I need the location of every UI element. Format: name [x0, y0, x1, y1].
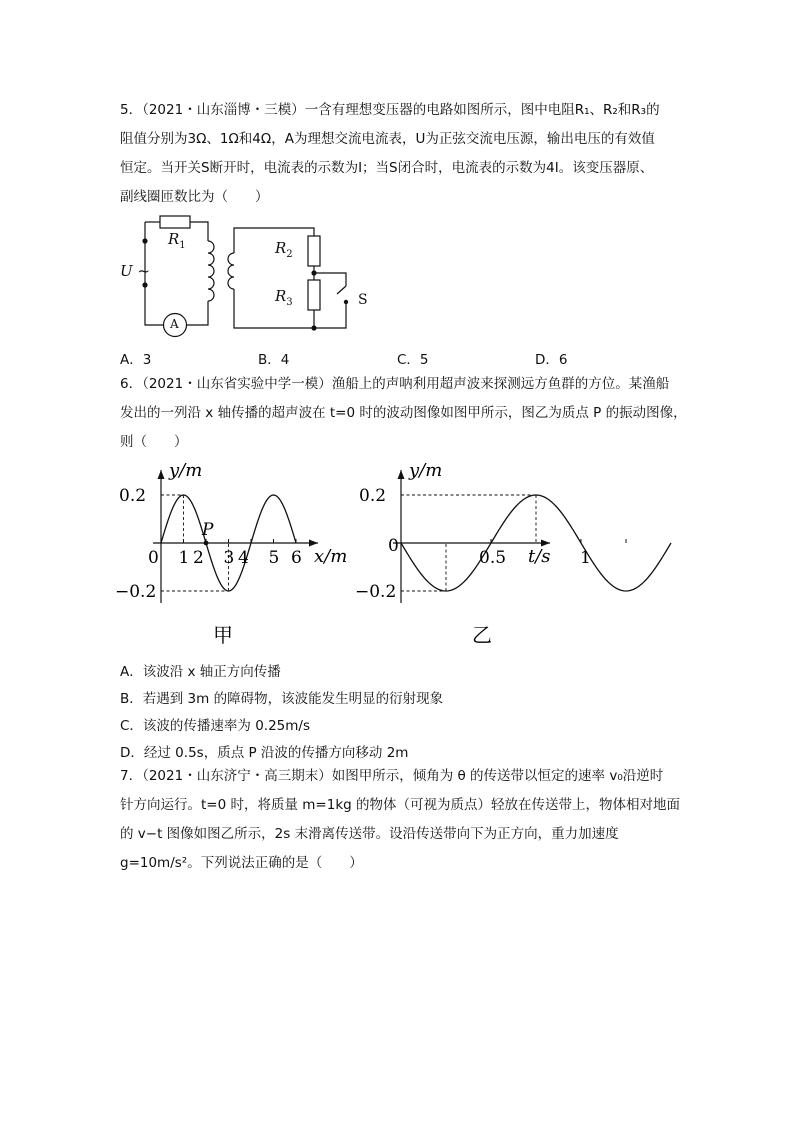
question-6: [120, 370, 700, 457]
q6-option-b[interactable]: B．若遇到 3m 的障碍物，该波能发生明显的衍射现象: [120, 691, 444, 707]
vibration-chart-ytick-label: −0.2: [355, 582, 397, 602]
vibration-chart-series-line: [401, 495, 671, 591]
wave-chart-xtick-label: 5: [268, 548, 280, 568]
wave-chart-xtick-label: 6: [291, 548, 302, 568]
r2-label: $R_2$: [275, 239, 293, 260]
question-7: [120, 762, 700, 878]
question-5-line-4: 副线圈匝数比为（ ）: [120, 189, 269, 205]
wave-chart-ylabel: y/m: [169, 460, 203, 481]
wave-chart-caption: 甲: [213, 623, 233, 647]
vibration-chart-x-arrow: [541, 540, 550, 547]
wave-chart-ytick-label: −0.2: [115, 582, 157, 602]
question-7-line-2: 针方向运行。t=0 时，将质量 m=1kg 的物体（可视为质点）轻放在传送带上，物体相对地面: [120, 797, 681, 813]
question-5-line-3: 恒定。当开关S断开时，电流表的示数为I；当S闭合时，电流表的示数为4I。该变压器原、: [120, 160, 654, 176]
q6-option-c[interactable]: C．该波的传播速率为 0.25m/s: [120, 718, 311, 734]
vibration-chart-xtick-label: 1: [580, 548, 591, 568]
question-5-line-1: 5．（2021・山东淄博・三模）一含有理想变压器的电路如图所示，图中电阻R₁、R₂和R₃的: [120, 102, 660, 118]
r3-label: $R_3$: [275, 287, 293, 308]
q5-option-d[interactable]: D．6: [535, 352, 568, 368]
vibration-chart-caption: 乙: [472, 623, 492, 647]
question-6-line-1: 6．（2021・山东省实验中学一模）渔船上的声呐利用超声波来探测远方鱼群的方位。某渔船: [120, 376, 670, 392]
ammeter-label: A: [170, 317, 179, 331]
vibration-chart-xtick-label: 0: [388, 536, 399, 556]
wave-chart-annotation-p: P: [202, 520, 214, 540]
source-label: U ~: [120, 262, 150, 280]
question-6-line-2: 发出的一列沿 x 轴传播的超声波在 t=0 时的波动图像如图甲所示，图乙为质点 P 的振动图像，: [120, 405, 687, 421]
wave-chart-xtick-label: 4: [238, 548, 249, 568]
wave-chart-x-arrow: [309, 540, 318, 547]
wave-chart-xtick-label: 3: [223, 548, 235, 568]
vibration-chart-ytick-label: 0.2: [359, 486, 387, 506]
q6-option-d[interactable]: D．经过 0.5s，质点 P 沿波的传播方向移动 2m: [120, 745, 409, 761]
wave-chart-xtick-label: 0: [148, 548, 159, 568]
q5-option-a[interactable]: A．3: [120, 352, 152, 368]
vibration-chart-y-arrow: [398, 470, 405, 479]
vibration-chart-xlabel: t/s: [528, 546, 551, 567]
wave-chart-xlabel: x/m: [314, 546, 348, 567]
q5-option-b[interactable]: B．4: [258, 352, 290, 368]
wave-chart-series-line: [161, 495, 296, 591]
question-7-line-1: 7．（2021・山东济宁・高三期末）如图甲所示，倾角为 θ 的传送带以恒定的速率 v₀沿逆时: [120, 768, 664, 784]
question-7-line-3: 的 v−t 图像如图乙所示，2s 末滑离传送带。设沿传送带向下为正方向，重力加速度: [120, 826, 619, 842]
vibration-chart-xtick-label: 0.5: [479, 548, 507, 568]
question-6-line-3: 则（ ）: [120, 434, 188, 450]
question-7-line-4: g=10m/s²。下列说法正确的是（ ）: [120, 855, 363, 871]
q6-option-a[interactable]: A．该波沿 x 轴正方向传播: [120, 664, 281, 680]
vibration-chart-ylabel: y/m: [409, 460, 443, 481]
question-5-line-2: 阻值分别为3Ω、1Ω和4Ω，A为理想交流电流表，U为正弦交流电压源，输出电压的有效值: [120, 131, 655, 147]
wave-chart-xtick-label: 2: [193, 548, 204, 568]
question-5: [120, 96, 700, 212]
wave-chart-y-arrow: [158, 470, 165, 479]
wave-chart-xtick-label: 1: [178, 548, 190, 568]
wave-chart-ytick-label: 0.2: [119, 486, 147, 506]
wave-chart-point-p: [204, 541, 209, 546]
q5-option-c[interactable]: C．5: [397, 352, 429, 368]
switch-label: S: [358, 292, 368, 308]
r1-label: $R_1$: [168, 230, 186, 251]
